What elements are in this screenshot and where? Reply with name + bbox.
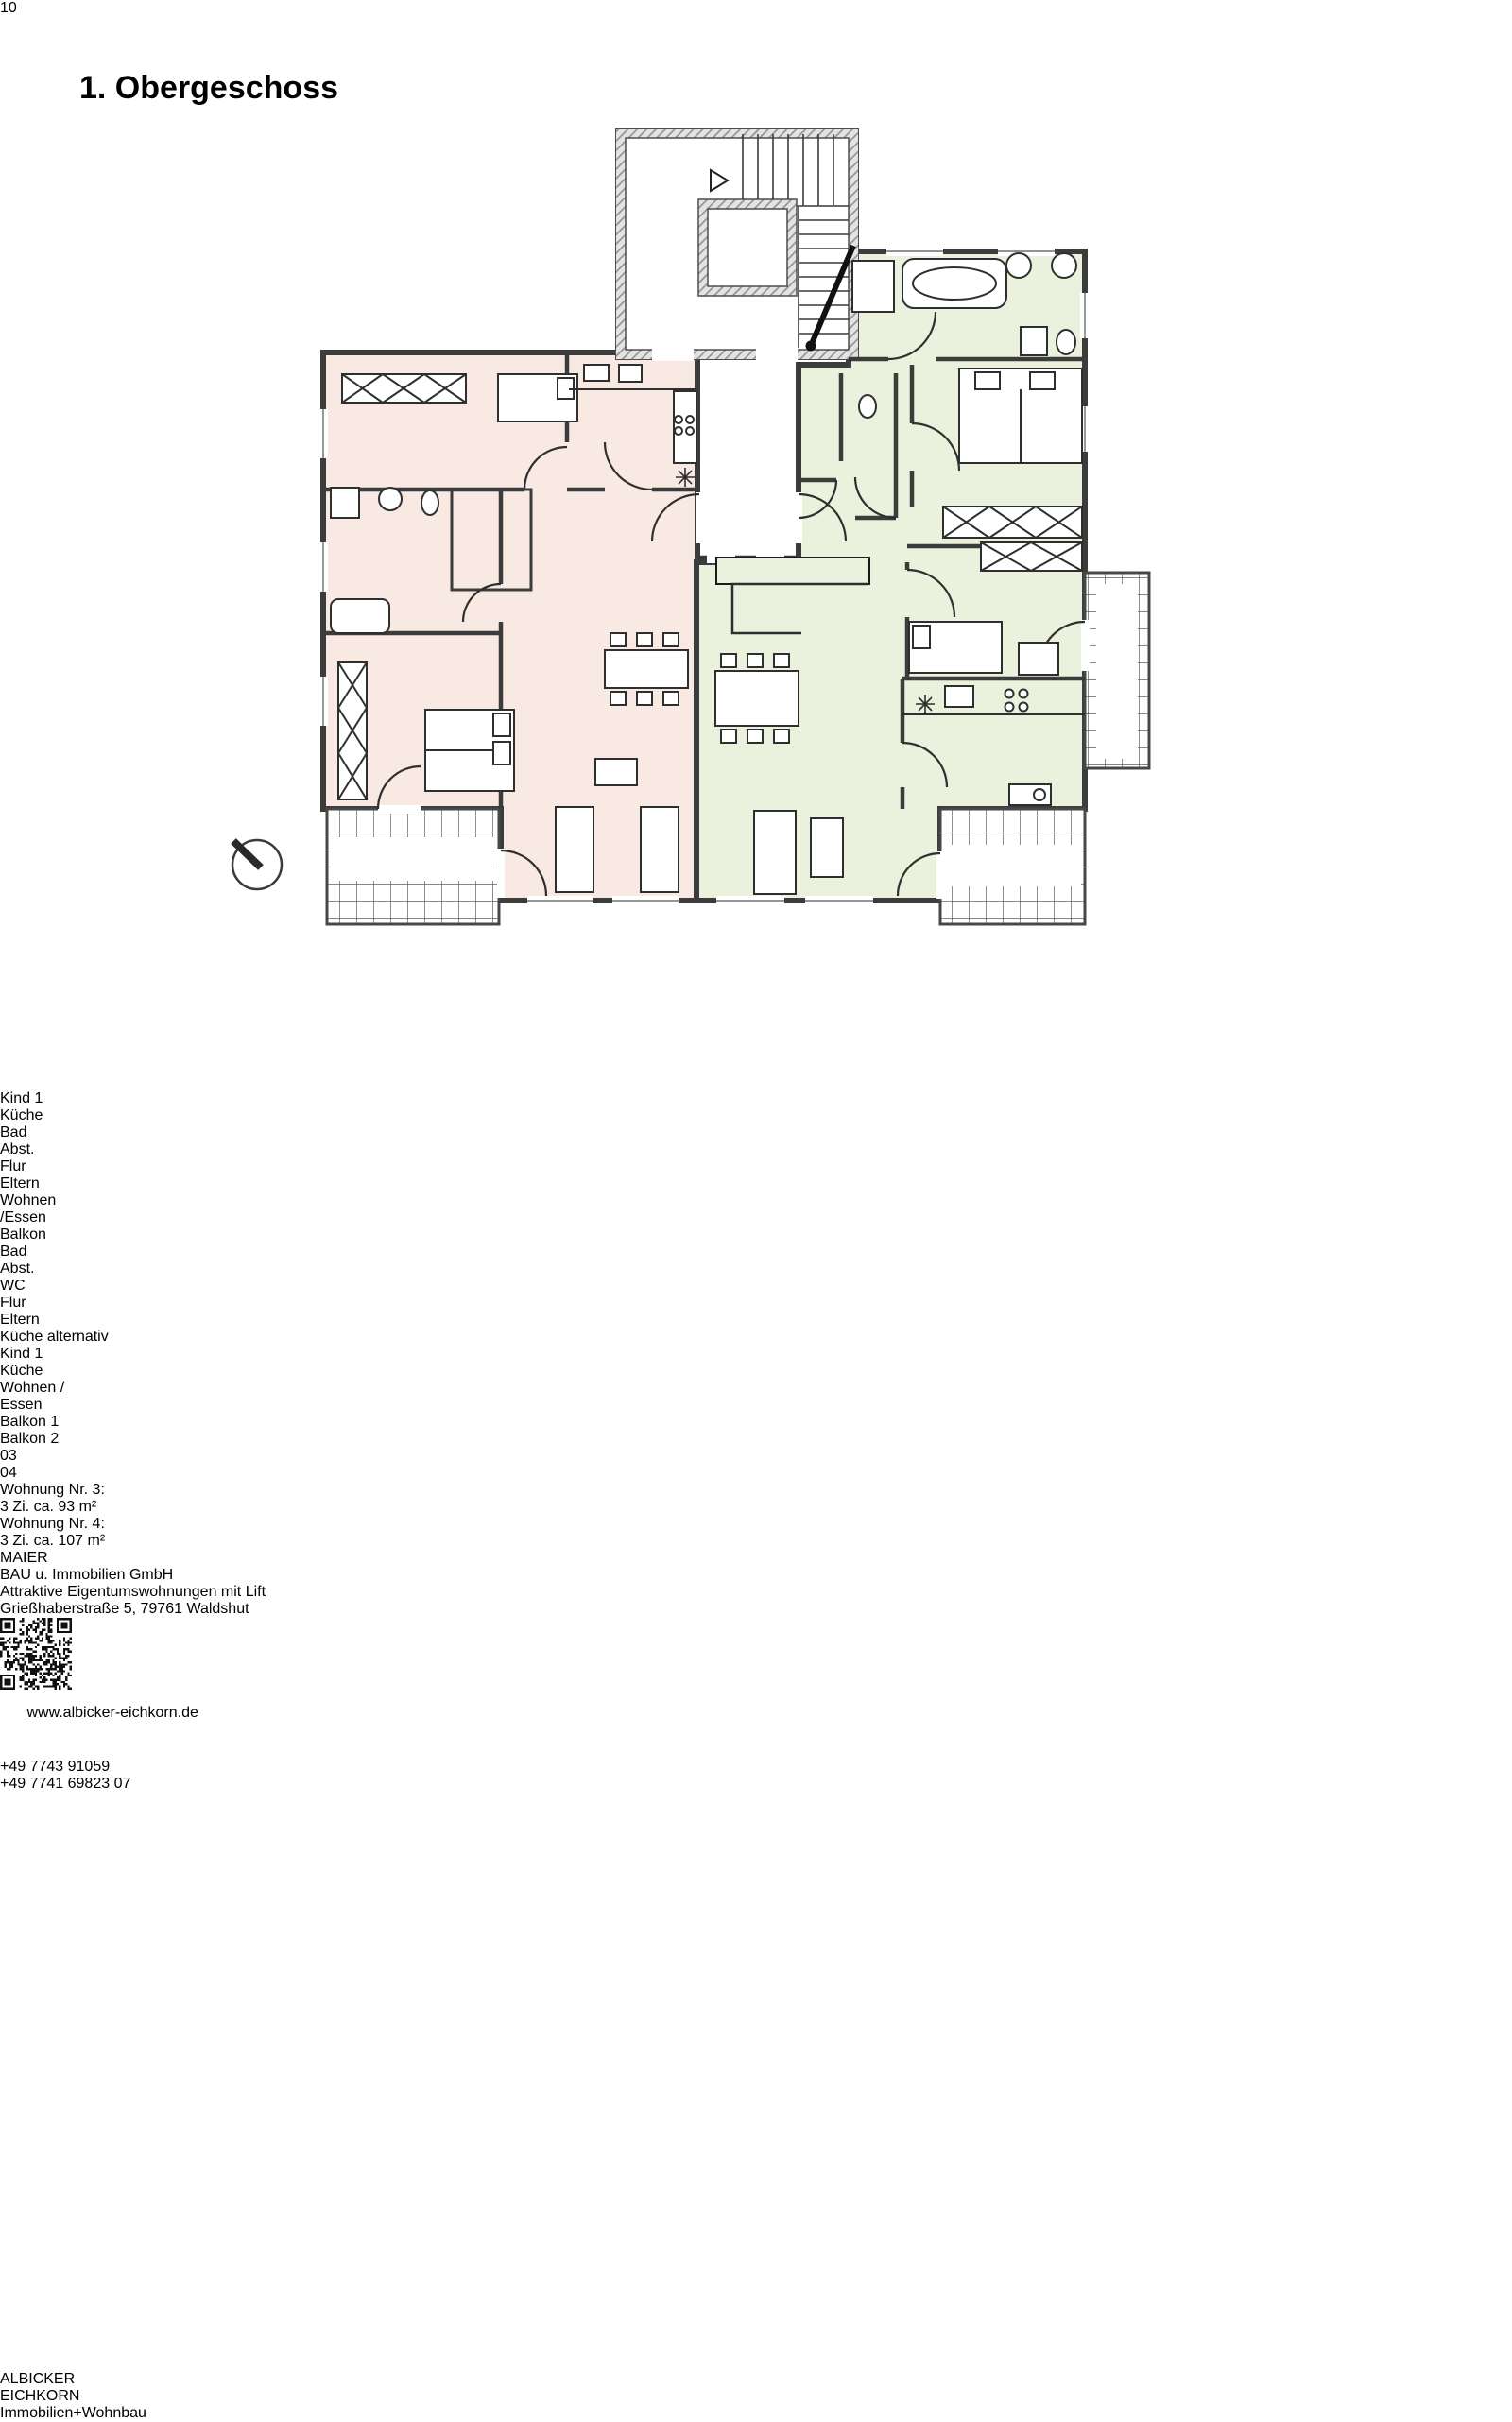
unit-badge-03: 03 xyxy=(0,1448,17,1464)
kueche-alternativ-box xyxy=(716,558,869,584)
lift-shaft xyxy=(698,199,797,296)
apartment4-info-box xyxy=(0,1516,1512,1550)
footer-address: Grießhaberstraße 5, 79761 Waldshut xyxy=(0,1601,249,1617)
maier-logo xyxy=(0,1550,1512,1584)
footer-contact xyxy=(0,1694,1512,1793)
stairwell xyxy=(616,129,858,361)
room-label-apt4-bad: Bad xyxy=(0,1244,27,1260)
globe-icon xyxy=(0,1694,23,1717)
footer-text xyxy=(0,1584,1512,1618)
roof-icon xyxy=(0,1793,1512,2366)
apartment3-info-line1: Wohnung Nr. 3: xyxy=(0,1482,105,1498)
room-label-apt4-abst: Abst. xyxy=(0,1261,35,1277)
phone-icon xyxy=(0,1722,32,1754)
apartment4-info-line1: Wohnung Nr. 4: xyxy=(0,1516,105,1532)
room-label-apt3-bad: Bad xyxy=(0,1125,27,1141)
apartment3-info-line2: 3 Zi. ca. 93 m² xyxy=(0,1499,97,1515)
footer-website: www.albicker-eichkorn.de xyxy=(26,1705,198,1721)
room-label-apt4-balkon2: Balkon 2 xyxy=(0,1431,60,1447)
room-label-apt3-wohnen: Wohnen xyxy=(0,1193,57,1209)
unit-badge-04: 04 xyxy=(0,1465,17,1481)
albicker-name-line2: EICHKORN xyxy=(0,2387,80,2404)
room-label-apt4-kueche-alternativ: Küche alternativ xyxy=(0,1329,109,1345)
room-label-apt4-wc: WC xyxy=(0,1278,26,1294)
room-label-apt4-balkon1: Balkon 1 xyxy=(0,1414,60,1430)
qr-code xyxy=(0,1618,1512,1694)
footer-phone1: +49 7743 91059 xyxy=(0,1759,111,1775)
albicker-name-line1: ALBICKER xyxy=(0,2370,76,2387)
albicker-subtitle: Immobilien+Wohnbau xyxy=(0,2404,146,2421)
room-label-apt4-wohnen: Wohnen / xyxy=(0,1380,65,1396)
room-label-apt3-abst: Abst. xyxy=(0,1142,35,1158)
page-number: 10 xyxy=(0,0,17,16)
apartment4-info-line2: 3 Zi. ca. 107 m² xyxy=(0,1533,106,1549)
balcony-left xyxy=(327,809,499,924)
floor-title: 1. Obergeschoss xyxy=(79,70,339,106)
floor-plan xyxy=(0,17,1512,1086)
room-label-apt3-eltern: Eltern xyxy=(0,1176,40,1192)
footer-phone2: +49 7741 69823 07 xyxy=(0,1776,131,1792)
balcony-1 xyxy=(940,809,1085,924)
room-label-apt3-balkon: Balkon xyxy=(0,1227,46,1243)
room-label-apt4-eltern: Eltern xyxy=(0,1312,40,1328)
compass-icon xyxy=(232,840,282,889)
room-label-apt3-kueche: Küche xyxy=(0,1108,43,1124)
maier-logo-name: MAIER xyxy=(0,1550,48,1566)
apartment3-info-box xyxy=(0,1482,1512,1516)
maier-logo-subtitle: BAU u. Immobilien GmbH xyxy=(0,1567,174,1583)
room-label-apt4-flur: Flur xyxy=(0,1295,26,1311)
footer-headline: Attraktive Eigentumswohnungen mit Lift xyxy=(0,1584,266,1600)
room-label-apt4-essen: Essen xyxy=(0,1397,43,1413)
room-label-apt4-kueche: Küche xyxy=(0,1363,43,1379)
albicker-logo xyxy=(0,1793,1512,2422)
room-label-apt3-flur: Flur xyxy=(0,1159,26,1175)
balcony-2 xyxy=(1085,573,1149,768)
room-label-apt4-kind1: Kind 1 xyxy=(0,1346,43,1362)
room-label-apt3-kind1: Kind 1 xyxy=(0,1091,43,1107)
room-label-apt3-essen: /Essen xyxy=(0,1210,46,1226)
